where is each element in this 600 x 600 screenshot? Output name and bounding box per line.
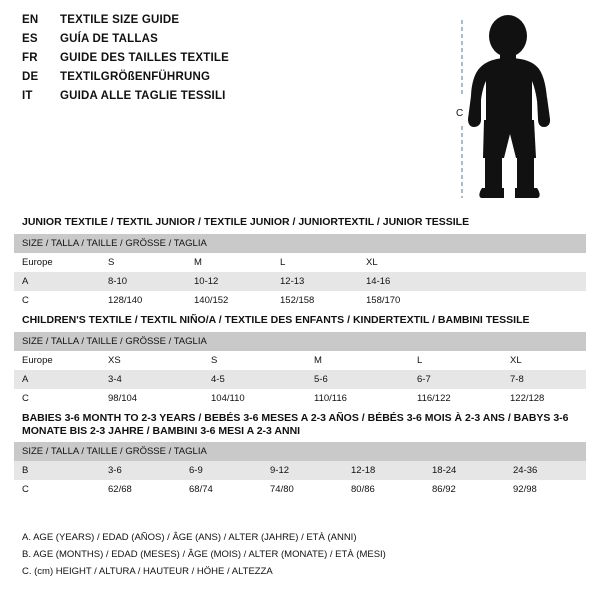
- row-label-c: C: [14, 480, 100, 499]
- language-row-it: [22, 90, 442, 107]
- cell: 18-24: [424, 461, 505, 480]
- cell: 4-5: [203, 370, 306, 389]
- col-header-m: M: [186, 253, 272, 272]
- row-label-c: C: [14, 291, 100, 310]
- table-row: [14, 332, 586, 351]
- cell: 3-6: [100, 461, 181, 480]
- language-title-de: TEXTILGRÖßENFÜHRUNG: [60, 71, 211, 83]
- col-header-l: L: [272, 253, 358, 272]
- section-junior: [14, 212, 586, 310]
- cell: 3-4: [100, 370, 203, 389]
- cell: 98/104: [100, 389, 203, 408]
- table-row: [14, 480, 586, 499]
- cell: 9-12: [262, 461, 343, 480]
- child-silhouette-icon: [440, 8, 590, 203]
- table-row: [14, 272, 586, 291]
- language-title-en: TEXTILE SIZE GUIDE: [60, 14, 180, 26]
- table-row: [14, 389, 586, 408]
- language-title-it: GUIDA ALLE TAGLIE TESSILI: [60, 90, 226, 102]
- col-header-s: S: [100, 253, 186, 272]
- language-row-de: [22, 71, 442, 88]
- cell: 24-36: [505, 461, 586, 480]
- child-silhouette-figure: [440, 8, 590, 203]
- cell: 80/86: [343, 480, 424, 499]
- table-row: [14, 370, 586, 389]
- section-title-junior: JUNIOR TEXTILE / TEXTIL JUNIOR / TEXTILE JUNIOR / JUNIORTEXTIL / JUNIOR TESSILE: [22, 216, 470, 228]
- table-row: [14, 461, 586, 480]
- table-junior: [14, 234, 586, 310]
- language-row-en: [22, 14, 442, 31]
- table-row: [14, 442, 586, 461]
- legend-line-a: A. AGE (YEARS) / EDAD (AÑOS) / ÂGE (ANS) / ALTER (JAHRE) / ETÀ (ANNI): [22, 532, 357, 543]
- table-header-label-children: SIZE / TALLA / TAILLE / GRÖSSE / TAGLIA: [14, 332, 586, 351]
- language-code-fr: FR: [22, 52, 38, 64]
- figure-measure-label-c: C: [456, 108, 464, 119]
- cell: 92/98: [505, 480, 586, 499]
- table-babies: [14, 442, 586, 499]
- row-label-a: A: [14, 370, 100, 389]
- language-code-it: IT: [22, 90, 33, 102]
- cell: 6-7: [409, 370, 502, 389]
- language-code-es: ES: [22, 33, 38, 45]
- legend-line-b: B. AGE (MONTHS) / EDAD (MESES) / ÂGE (MOIS) / ALTER (MONATE) / ETÀ (MESI): [22, 549, 386, 560]
- cell: 152/158: [272, 291, 358, 310]
- language-row-fr: [22, 52, 442, 69]
- cell: 128/140: [100, 291, 186, 310]
- row-label-b: B: [14, 461, 100, 480]
- row-label-c: C: [14, 389, 100, 408]
- cell: 110/116: [306, 389, 409, 408]
- table-header-label-junior: SIZE / TALLA / TAILLE / GRÖSSE / TAGLIA: [14, 234, 586, 253]
- legend-line-c: C. (cm) HEIGHT / ALTURA / HAUTEUR / HÖHE / ALTEZZA: [22, 566, 273, 577]
- col-header-s: S: [203, 351, 306, 370]
- table-row: [14, 234, 586, 253]
- language-title-fr: GUIDE DES TAILLES TEXTILE: [60, 52, 229, 64]
- cell: 122/128: [502, 389, 586, 408]
- cell: 74/80: [262, 480, 343, 499]
- cell: 116/122: [409, 389, 502, 408]
- col-header-europe: Europe: [14, 351, 100, 370]
- section-title-children: CHILDREN'S TEXTILE / TEXTIL NIÑO/A / TEXTILE DES ENFANTS / KINDERTEXTIL / BAMBINI TESSILE: [22, 314, 530, 326]
- cell: 68/74: [181, 480, 262, 499]
- cell: 158/170: [358, 291, 444, 310]
- cell: 62/68: [100, 480, 181, 499]
- language-header: [22, 14, 442, 109]
- cell: 7-8: [502, 370, 586, 389]
- size-tables: [14, 212, 586, 499]
- language-code-de: DE: [22, 71, 39, 83]
- col-header-xs: XS: [100, 351, 203, 370]
- language-row-es: [22, 33, 442, 50]
- col-header-xl: XL: [358, 253, 444, 272]
- cell: 6-9: [181, 461, 262, 480]
- cell: 14-16: [358, 272, 444, 291]
- cell: 5-6: [306, 370, 409, 389]
- col-header-europe: Europe: [14, 253, 100, 272]
- language-code-en: EN: [22, 14, 39, 26]
- cell: 8-10: [100, 272, 186, 291]
- language-title-es: GUÍA DE TALLAS: [60, 33, 158, 45]
- col-header-m: M: [306, 351, 409, 370]
- table-row: [14, 351, 586, 370]
- cell: 86/92: [424, 480, 505, 499]
- table-row: [14, 291, 586, 310]
- section-children: [14, 310, 586, 408]
- cell: 104/110: [203, 389, 306, 408]
- cell: 12-18: [343, 461, 424, 480]
- table-header-label-babies: SIZE / TALLA / TAILLE / GRÖSSE / TAGLIA: [14, 442, 586, 461]
- table-row: [14, 253, 586, 272]
- cell: 12-13: [272, 272, 358, 291]
- col-header-xl: XL: [502, 351, 586, 370]
- cell: 140/152: [186, 291, 272, 310]
- col-header-l: L: [409, 351, 502, 370]
- cell: 10-12: [186, 272, 272, 291]
- section-babies: [14, 408, 586, 499]
- row-label-a: A: [14, 272, 100, 291]
- section-title-babies: BABIES 3-6 MONTH TO 2-3 YEARS / BEBÉS 3-6 MESES A 2-3 AÑOS / BÉBÉS 3-6 MOIS À 2-3 ANS / BABYS 3-6 MONATE BIS 2-3 JAHRE / BAMBINI 3-6 MESI A 2-3 ANNI: [22, 412, 569, 437]
- table-children: [14, 332, 586, 408]
- legend: [22, 529, 582, 580]
